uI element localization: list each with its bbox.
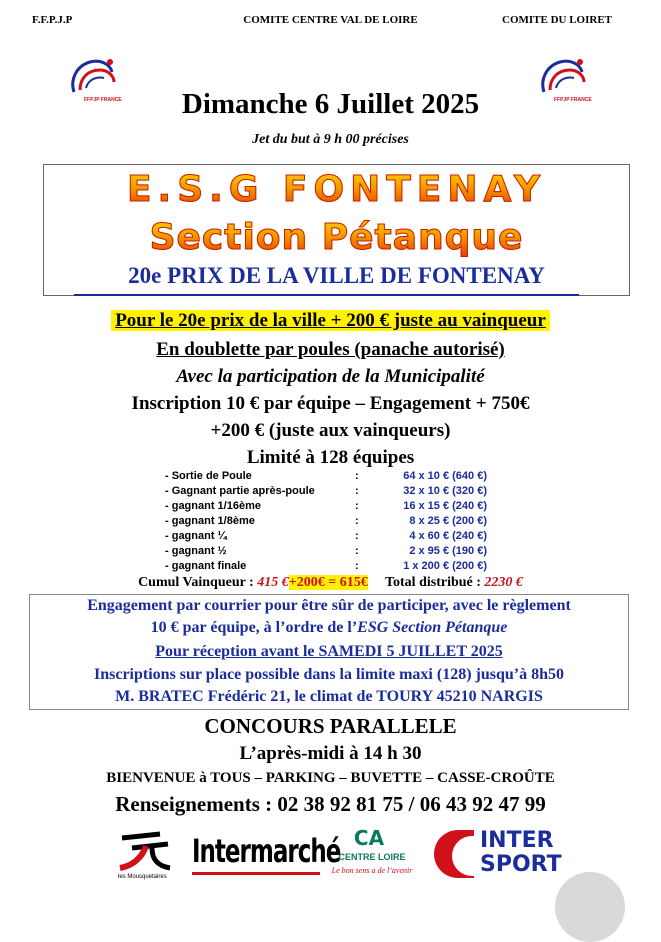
format-line: En doublette par poules (panache autorisé) [156, 339, 505, 360]
registration-line-2a: 10 € par équipe, à l’ordre de l’ [150, 619, 358, 636]
prize-amount: 1 x 200 € (200 €) [403, 560, 487, 572]
prize-colon: : [355, 500, 359, 512]
intermarche-underline [192, 872, 320, 875]
start-time: Jet du but à 9 h 00 précises [252, 132, 409, 147]
distributed-label: Total distribué : [384, 575, 481, 590]
intermarche-logo [192, 830, 341, 876]
prize-colon: : [355, 485, 359, 497]
intersport-text-2: SPORT [480, 852, 562, 877]
scroll-indicator [555, 872, 625, 942]
prize-colon: : [355, 560, 359, 572]
prize-amount: 32 x 10 € (320 €) [403, 485, 487, 497]
prize-amount: 2 x 95 € (190 €) [409, 545, 487, 557]
mousquetaires-logo [112, 826, 182, 880]
section-name: Section Pétanque [44, 217, 629, 258]
prize-label: - gagnant ¼ [165, 530, 227, 542]
prize-name: 20e PRIX DE LA VILLE DE FONTENAY [128, 263, 545, 288]
registration-onsite: Inscriptions sur place possible dans la limite maxi (128) jusqu’à 8h50 [94, 666, 564, 683]
prize-colon: : [355, 470, 359, 482]
promo-text: Pour le 20e prix de la ville + 200 € juste au vainqueur [111, 310, 550, 331]
prize-amount: 64 x 10 € (640 €) [403, 470, 487, 482]
intersport-text-1: INTER [480, 828, 554, 853]
totals-line [0, 575, 661, 591]
winner-total-base: 415 € [257, 575, 289, 590]
team-limit-line: Limité à 128 équipes [246, 447, 415, 468]
winner-total-bonus: +200€ = 615€ [288, 575, 368, 590]
logo-text-right: FFPJP FRANCE [554, 97, 592, 103]
prize-colon: : [355, 515, 359, 527]
prize-row [165, 485, 505, 500]
prize-underline [74, 294, 579, 296]
event-date: Dimanche 6 Juillet 2025 [181, 88, 480, 120]
club-name: E.S.G FONTENAY [44, 169, 629, 210]
registration-line-2 [30, 619, 628, 637]
prize-label: - gagnant ½ [165, 545, 227, 557]
welcome-line: BIENVENUE à TOUS – PARKING – BUVETTE – CASSE-CROÛTE [106, 770, 555, 786]
info-phone: Renseignements : 02 38 92 81 75 / 06 43 92 47 99 [115, 792, 546, 816]
promo-line [0, 310, 661, 332]
mousquetaires-text: les Mousquetaires [118, 874, 167, 880]
registration-address-text: M. BRATEC Frédéric 21, le climat de TOURY 45210 NARGIS [115, 688, 543, 705]
prize-row [165, 500, 505, 515]
prize-row [165, 515, 505, 530]
distributed-total: 2230 € [484, 575, 523, 590]
registration-payee: ESG Section Pétanque [357, 619, 508, 636]
prize-label: - gagnant finale [165, 560, 247, 572]
intermarche-text: Intermarché [192, 834, 341, 871]
entry-fee-line: Inscription 10 € par équipe – Engagement + 750€ [131, 393, 530, 414]
logo-text-left: FFPJP FRANCE [84, 97, 122, 103]
parallel-title: CONCOURS PARALLELE [204, 714, 457, 738]
municipality-line: Avec la participation de la Municipalité [176, 366, 485, 387]
credit-agricole-logo [322, 826, 422, 880]
prize-label: - Gagnant partie après-poule [165, 485, 315, 497]
ca-region: CENTRE LOIRE [338, 852, 406, 862]
prize-label: - Sortie de Poule [165, 470, 252, 482]
winner-total-label: Cumul Vainqueur : [138, 575, 254, 590]
prize-amount: 8 x 25 € (200 €) [409, 515, 487, 527]
prize-colon: : [355, 530, 359, 542]
header-comite-centre: COMITE CENTRE VAL DE LOIRE [243, 14, 418, 26]
intersport-logo [434, 826, 562, 880]
prize-label: - gagnant 1/8ème [165, 515, 255, 527]
registration-deadline: Pour réception avant le SAMEDI 5 JUILLET 2025 [155, 643, 503, 660]
header-comite-loiret: COMITE DU LOIRET [502, 14, 613, 26]
header-ffpjp: F.F.P.J.P [32, 14, 73, 26]
registration-box [29, 594, 629, 710]
prize-row [165, 530, 505, 545]
parallel-time: L’après-midi à 14 h 30 [239, 743, 422, 764]
ca-slogan: Le bon sens a de l’avenir [331, 866, 413, 875]
prize-row [165, 545, 505, 560]
prize-row [165, 470, 505, 485]
ca-icon: CA [353, 826, 385, 850]
prize-row [165, 560, 505, 575]
prize-amount: 16 x 15 € (240 €) [403, 500, 487, 512]
club-box [43, 164, 630, 296]
prize-label: - gagnant 1/16ème [165, 500, 261, 512]
registration-address [30, 688, 628, 706]
prize-amount: 4 x 60 € (240 €) [409, 530, 487, 542]
prize-colon: : [355, 545, 359, 557]
registration-line-1: Engagement par courrier pour être sûr de participer, avec le règlement [87, 597, 571, 614]
winner-bonus-line: +200 € (juste aux vainqueurs) [210, 420, 451, 441]
